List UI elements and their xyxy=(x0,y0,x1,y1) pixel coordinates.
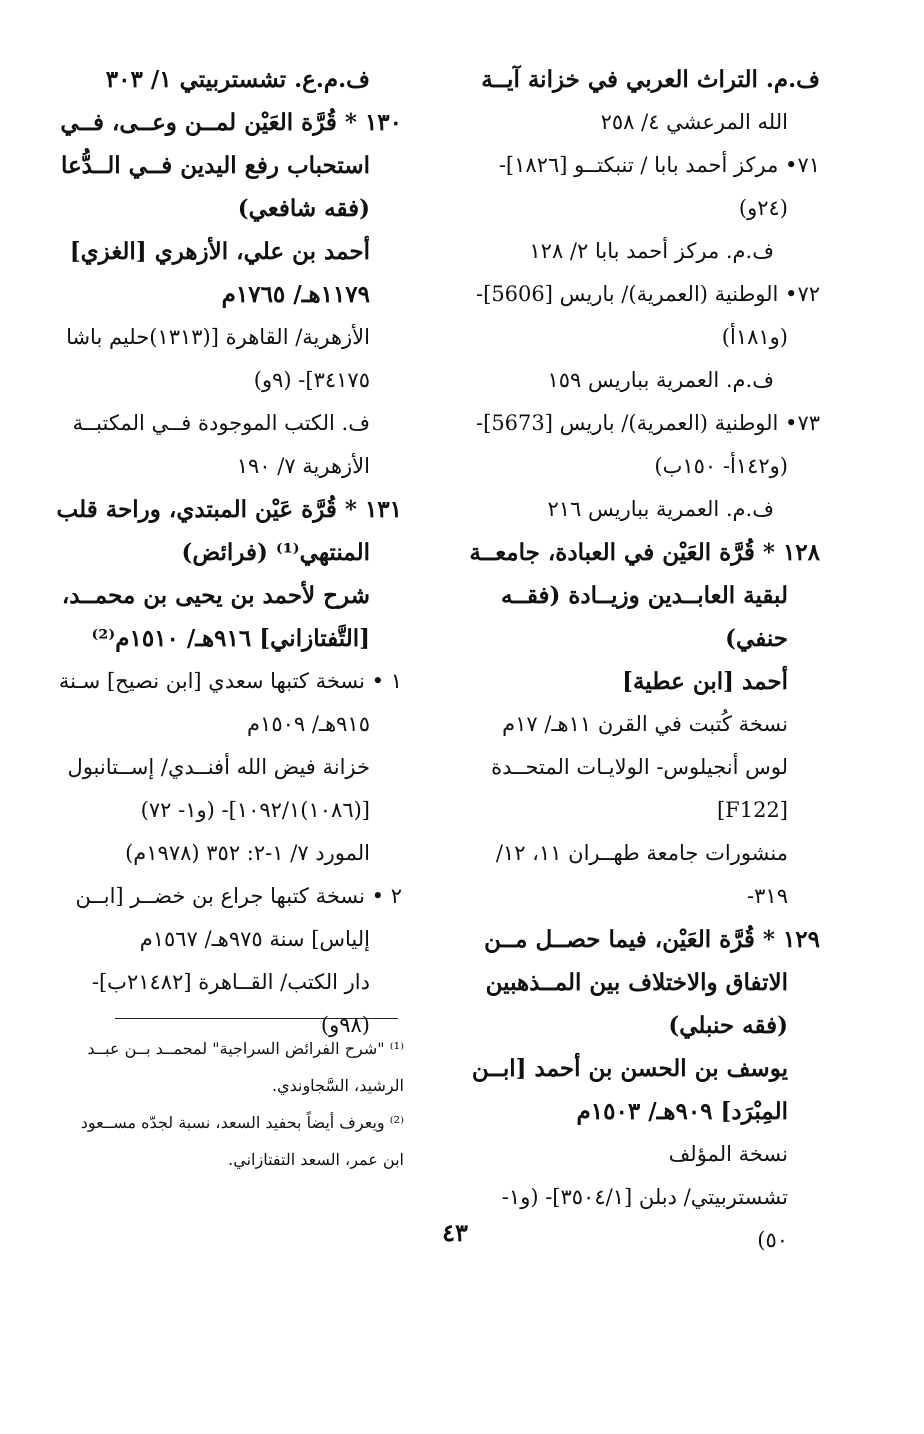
text-line: ٧٢• الوطنية (العمرية)/ باريس [5606]- xyxy=(476,282,820,306)
text-line: ف. الكتب الموجودة فــي المكتبــة xyxy=(72,411,370,435)
text-line: حنفي) xyxy=(725,625,788,652)
text-line: (٢٤و) xyxy=(738,196,788,220)
text-line: المورد ٧/ ١-٢: ٣٥٢ (١٩٧٨م) xyxy=(125,841,370,865)
footnotes xyxy=(80,1030,404,1178)
text-line: ٥٠) xyxy=(757,1228,788,1252)
text-line: تشستربيتي/ دبلن [٣٥٠٤/١]- (و١- xyxy=(501,1185,788,1209)
text-line: خزانة فيض الله أفنــدي/ إســتانبول xyxy=(67,755,370,779)
text-line: ١ • نسخة كتبها سعدي [ابن نصيح] سـنة xyxy=(58,669,402,693)
text-line: ٣١٩- xyxy=(747,884,788,908)
text-line: (و١٨١أ) xyxy=(721,325,788,349)
text-line: الاتفاق والاختلاف بين المــذهبين xyxy=(485,969,788,996)
text-line: أحمد [ابن عطية] xyxy=(622,668,788,695)
footnote-divider xyxy=(115,1018,398,1019)
text-line: ف.م.ع. تشستربيتي ١/ ٣٠٣ xyxy=(105,66,370,93)
footnote-line: الرشيد، السَّجاوندي. xyxy=(271,1076,404,1095)
text-line: المنتهي⁽¹⁾ (فرائض) xyxy=(181,539,370,566)
text-line: نسخة كُتبت في القرن ١١هـ/ ١٧م xyxy=(502,712,788,736)
text-line: الله المرعشي ٤/ ٢٥٨ xyxy=(600,110,788,134)
text-line: ف.م. العمرية بباريس ١٥٩ xyxy=(547,368,774,392)
text-line: ١١٧٩هـ/ ١٧٦٥م xyxy=(221,281,370,308)
text-line: ١٢٨ * قُرَّة العَيْن في العبادة، جامعــة xyxy=(469,539,820,566)
text-line: ١٣٠ * قُرَّة العَيْن لمــن وعــى، فــي xyxy=(60,109,402,136)
footnote-line: ⁽²⁾ ويعرف أيضاً بحفيد السعد، نسبة لجدّه مســعود xyxy=(80,1113,404,1132)
text-line: ٧٣• الوطنية (العمرية)/ باريس [5673]- xyxy=(476,411,820,435)
text-line: يوسف بن الحسن بن أحمد [ابــن xyxy=(471,1055,788,1082)
text-line: ١٢٩ * قُرَّة العَيْن، فيما حصــل مــن xyxy=(484,926,820,953)
text-line: لوس أنجيلوس- الولايـات المتحــدة xyxy=(491,755,788,779)
text-line: [F122] xyxy=(716,798,788,822)
text-line: (و١٤٢أ- ١٥٠ب) xyxy=(654,454,788,478)
text-line: أحمد بن علي، الأزهري [الغزي] xyxy=(69,238,370,265)
text-line: [التَّفتازاني] ٩١٦هـ/ ١٥١٠م⁽²⁾ xyxy=(91,625,370,652)
text-line: شرح لأحمد بن يحيى بن محمــد، xyxy=(61,582,370,609)
text-line: ٣٤١٧٥]- (٩و) xyxy=(253,368,370,392)
text-line: ف.م. التراث العربي في خزانة آيــة xyxy=(481,66,820,93)
text-line: الأزهرية/ القاهرة [(١٣١٣)حليم باشا xyxy=(66,325,370,349)
text-line: المِبْرَد] ٩٠٩هـ/ ١٥٠٣م xyxy=(576,1098,788,1125)
text-line: إلياس] سنة ٩٧٥هـ/ ١٥٦٧م xyxy=(139,927,370,951)
text-line: الأزهرية ٧/ ١٩٠ xyxy=(236,454,370,478)
left-column xyxy=(56,58,402,1047)
text-line: نسخة المؤلف xyxy=(668,1142,788,1166)
footnote-line: ابن عمر، السعد التفتازاني. xyxy=(228,1150,404,1169)
text-line: ٢ • نسخة كتبها جراع بن خضــر [ابــن xyxy=(75,884,402,908)
text-line: لبقية العابــدين وزيــادة (فقــه xyxy=(501,582,788,609)
text-line: (فقه حنبلي) xyxy=(668,1012,788,1039)
text-line: ٩١٥هـ/ ١٥٠٩م xyxy=(247,712,370,736)
text-line: ١٣١ * قُرَّة عَيْن المبتدي، وراحة قلب xyxy=(56,496,402,523)
text-line: (فقه شافعي) xyxy=(237,195,370,222)
text-line: ف.م. العمرية بباريس ٢١٦ xyxy=(547,497,774,521)
text-line: (٩٨و) xyxy=(320,1013,370,1037)
text-line: ٧١• مركز أحمد بابا / تنبكتــو [١٨٢٦]- xyxy=(498,153,820,177)
text-line: استحباب رفع اليدين فــي الــدُّعا xyxy=(60,152,370,179)
right-column xyxy=(470,58,820,1262)
page-number: ٤٣ xyxy=(442,1218,468,1247)
text-line: منشورات جامعة طهــران ١١، ١٢/ xyxy=(495,841,788,865)
text-line: [(١٠٨٦)١٠٩٢/١]- (و١- ٧٢) xyxy=(140,798,370,822)
text-line: ف.م. مركز أحمد بابا ٢/ ١٢٨ xyxy=(529,239,774,263)
text-line: دار الكتب/ القــاهرة [٢١٤٨٢ب]- xyxy=(91,970,370,994)
footnote-line: ⁽¹⁾ "شرح الفرائض السراجية" لمحمــد بــن عبــد xyxy=(87,1039,404,1058)
